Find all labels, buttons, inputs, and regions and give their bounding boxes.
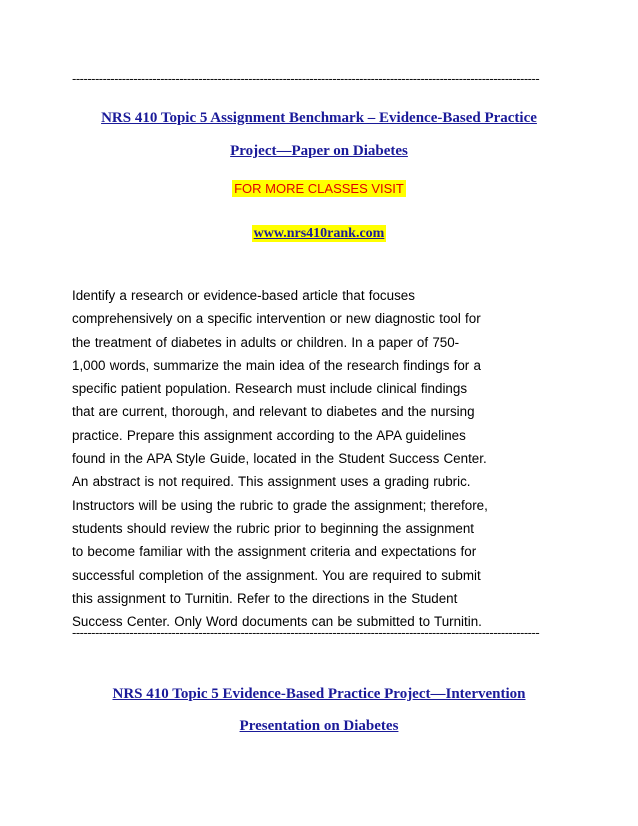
body-line: comprehensively on a specific intervention or new diagnostic tool for (72, 311, 481, 327)
website-link[interactable]: www.nrs410rank.com (253, 226, 385, 241)
more-classes-text: FOR MORE CLASSES VISIT (234, 181, 404, 196)
body-line: the treatment of diabetes in adults or children. In a paper of 750- (72, 334, 460, 350)
body-line: this assignment to Turnitin. Refer to the directions in the Student (72, 590, 458, 606)
body-line: successful completion of the assignment. You are required to submit (72, 567, 481, 583)
assignment-title-line1[interactable]: NRS 410 Topic 5 Assignment Benchmark – Evidence-Based Practice (101, 110, 537, 126)
next-assignment-title-line2[interactable]: Presentation on Diabetes (239, 718, 399, 734)
body-line: Success Center. Only Word documents can be submitted to Turnitin. (72, 614, 482, 630)
body-line: students should review the rubric prior to beginning the assignment (72, 520, 474, 536)
website-banner (0, 224, 638, 243)
middle-divider: -------------------------------------------------------------------------------------------------------------------------- (72, 626, 540, 640)
assignment-description (72, 284, 562, 633)
body-line: specific patient population. Research must include clinical findings (72, 381, 468, 397)
body-line: Instructors will be using the rubric to grade the assignment; therefore, (72, 497, 488, 513)
next-assignment-title-line1[interactable]: NRS 410 Topic 5 Evidence-Based Practice Project—Intervention (112, 686, 526, 702)
assignment-title-line2[interactable]: Project—Paper on Diabetes (230, 143, 408, 159)
body-line: practice. Prepare this assignment according to the APA guidelines (72, 427, 466, 443)
body-line: that are current, thorough, and relevant to diabetes and the nursing (72, 404, 475, 420)
body-line: to become familiar with the assignment criteria and expectations for (72, 544, 477, 560)
body-line: 1,000 words, summarize the main idea of the research findings for a (72, 357, 481, 373)
more-classes-banner (0, 180, 638, 198)
top-divider: -------------------------------------------------------------------------------------------------------------------------- (72, 72, 540, 86)
body-line: Identify a research or evidence-based article that focuses (72, 288, 415, 303)
body-line: An abstract is not required. This assignment uses a grading rubric. (72, 474, 471, 490)
body-line: found in the APA Style Guide, located in the Student Success Center. (72, 451, 487, 467)
